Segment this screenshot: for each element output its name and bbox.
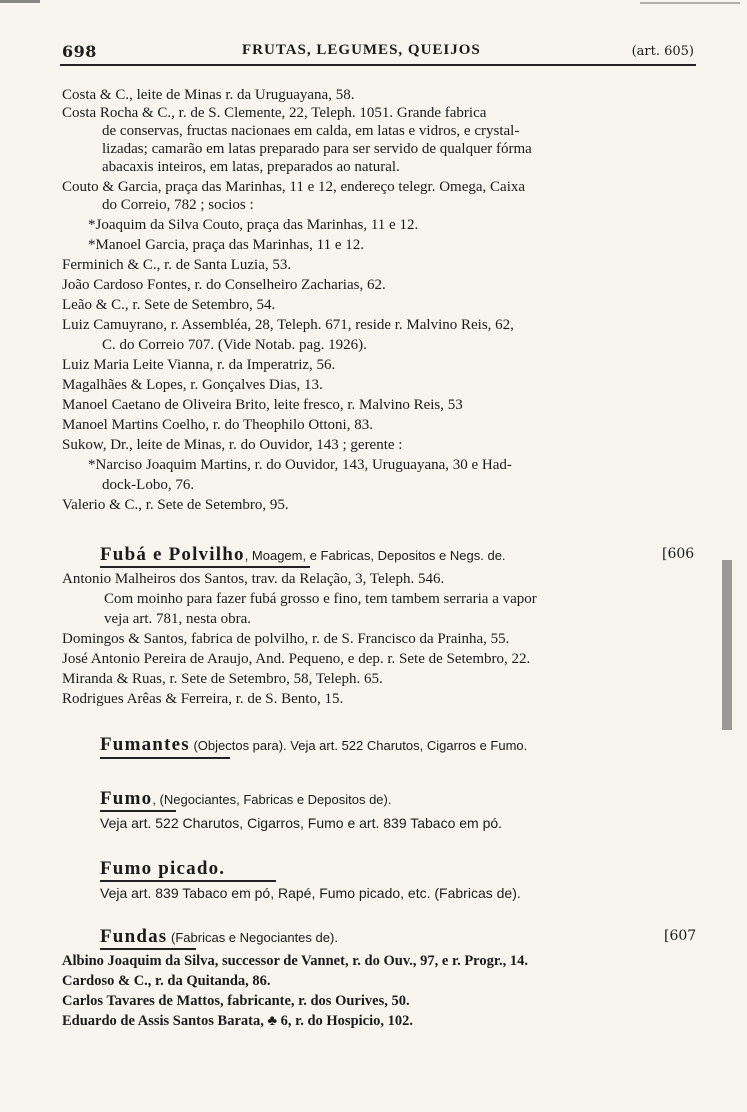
cross-reference: Veja art. 839 Tabaco em pó, Rapé, Fumo picado, etc. (Fabricas de). bbox=[100, 885, 521, 901]
heading-underline bbox=[100, 948, 196, 950]
scan-margin-mark bbox=[722, 560, 732, 730]
section-heading-fumantes bbox=[100, 734, 527, 757]
entry-line: Luiz Camuyrano, r. Assembléa, 28, Teleph. 671, reside r. Malvino Reis, 62, bbox=[62, 317, 514, 333]
entry-continuation: veja art. 781, nesta obra. bbox=[104, 611, 252, 627]
heading-underline bbox=[100, 810, 176, 812]
scan-speck bbox=[0, 0, 40, 3]
section-title: Fumo bbox=[100, 788, 153, 809]
cross-reference: Veja art. 522 Charutos, Cigarros, Fumo e art. 839 Tabaco em pó. bbox=[100, 815, 503, 831]
entry-line: Ferminich & C., r. de Santa Luzia, 53. bbox=[62, 257, 292, 273]
section-title: Fumo picado. bbox=[100, 858, 226, 879]
heading-underline bbox=[100, 880, 276, 882]
entry-line: Antonio Malheiros dos Santos, trav. da Relação, 3, Teleph. 546. bbox=[62, 571, 445, 587]
section-heading-fuba bbox=[100, 544, 506, 567]
entry-line: Cardoso & C., r. da Quitanda, 86. bbox=[62, 973, 271, 989]
entry-line: Costa & C., leite de Minas r. da Uruguayana, 58. bbox=[62, 87, 355, 103]
entry-line: Costa Rocha & C., r. de S. Clemente, 22, Teleph. 1051. Grande fabrica bbox=[62, 105, 487, 121]
header-rule bbox=[60, 64, 696, 66]
entry-line: Magalhães & Lopes, r. Gonçalves Dias, 13. bbox=[62, 377, 323, 393]
section-heading-fundas bbox=[100, 926, 338, 949]
section-description: (Fabricas e Negociantes de). bbox=[167, 930, 338, 945]
running-title: FRUTAS, LEGUMES, QUEIJOS bbox=[242, 42, 481, 58]
entry-continuation: dock-Lobo, 76. bbox=[102, 477, 195, 493]
section-title: Fubá e Polvilho bbox=[100, 544, 245, 565]
section-title: Fundas bbox=[100, 926, 168, 947]
partner-line: *Narciso Joaquim Martins, r. do Ouvidor, 143, Uruguayana, 30 e Had- bbox=[88, 457, 512, 473]
entry-line: Manoel Martins Coelho, r. do Theophilo Ottoni, 83. bbox=[62, 417, 373, 433]
entry-line: Valerio & C., r. Sete de Setembro, 95. bbox=[62, 497, 289, 513]
section-description: , Moagem, e Fabricas, Depositos e Negs. de. bbox=[244, 548, 506, 563]
entry-line: João Cardoso Fontes, r. do Conselheiro Zacharias, 62. bbox=[62, 277, 386, 293]
section-title: Fumantes bbox=[100, 734, 190, 755]
partner-line: *Joaquim da Silva Couto, praça das Marinhas, 11 e 12. bbox=[88, 217, 419, 233]
section-description: , (Negociantes, Fabricas e Depositos de). bbox=[152, 792, 392, 807]
heading-underline bbox=[100, 757, 230, 759]
entry-continuation: C. do Correio 707. (Vide Notab. pag. 1926). bbox=[102, 337, 367, 353]
heading-underline bbox=[100, 566, 310, 568]
entry-continuation: lizadas; camarão em latas preparado para ser servido de qualquer fórma bbox=[102, 141, 532, 157]
page-number: 698 bbox=[62, 42, 97, 61]
section-description: (Objectos para). Veja art. 522 Charutos, Cigarros e Fumo. bbox=[189, 738, 528, 753]
partner-line: *Manoel Garcia, praça das Marinhas, 11 e 12. bbox=[88, 237, 365, 253]
entry-line: Leão & C., r. Sete de Setembro, 54. bbox=[62, 297, 276, 313]
entry-line: Carlos Tavares de Mattos, fabricante, r. dos Ourives, 50. bbox=[62, 993, 410, 1009]
section-number: [606 bbox=[662, 546, 695, 562]
entry-line: Manoel Caetano de Oliveira Brito, leite fresco, r. Malvino Reis, 53 bbox=[62, 397, 463, 413]
entry-continuation: de conservas, fructas nacionaes em calda, em latas e vidros, e crystal- bbox=[102, 123, 520, 139]
entry-line: Domingos & Santos, fabrica de polvilho, r. de S. Francisco da Prainha, 55. bbox=[62, 631, 510, 647]
scan-speck bbox=[640, 2, 740, 4]
entry-line: Rodrigues Arêas & Ferreira, r. de S. Bento, 15. bbox=[62, 691, 344, 707]
section-heading-fumo bbox=[100, 788, 391, 811]
entry-line: Luiz Maria Leite Vianna, r. da Imperatriz, 56. bbox=[62, 357, 336, 373]
entry-line: Eduardo de Assis Santos Barata, ♣ 6, r. do Hospicio, 102. bbox=[62, 1013, 414, 1029]
entry-continuation: abacaxis inteiros, em latas, preparados ao natural. bbox=[102, 159, 400, 175]
entry-continuation: Com moinho para fazer fubá grosso e fino, tem tambem serraria a vapor bbox=[104, 591, 537, 607]
entry-line: Sukow, Dr., leite de Minas, r. do Ouvidor, 143 ; gerente : bbox=[62, 437, 403, 453]
entry-line: Albino Joaquim da Silva, successor de Vannet, r. do Ouv., 97, e r. Progr., 14. bbox=[62, 953, 528, 969]
article-reference: (art. 605) bbox=[631, 44, 694, 59]
entry-line: José Antonio Pereira de Araujo, And. Pequeno, e dep. r. Sete de Setembro, 22. bbox=[62, 651, 531, 667]
section-heading-fumo-picado bbox=[100, 858, 225, 880]
entry-line: Miranda & Ruas, r. Sete de Setembro, 58, Teleph. 65. bbox=[62, 671, 383, 687]
section-number: [607 bbox=[664, 928, 697, 944]
running-header bbox=[62, 40, 694, 62]
entry-continuation: do Correio, 782 ; socios : bbox=[102, 197, 254, 213]
entry-line: Couto & Garcia, praça das Marinhas, 11 e 12, endereço telegr. Omega, Caixa bbox=[62, 179, 526, 195]
